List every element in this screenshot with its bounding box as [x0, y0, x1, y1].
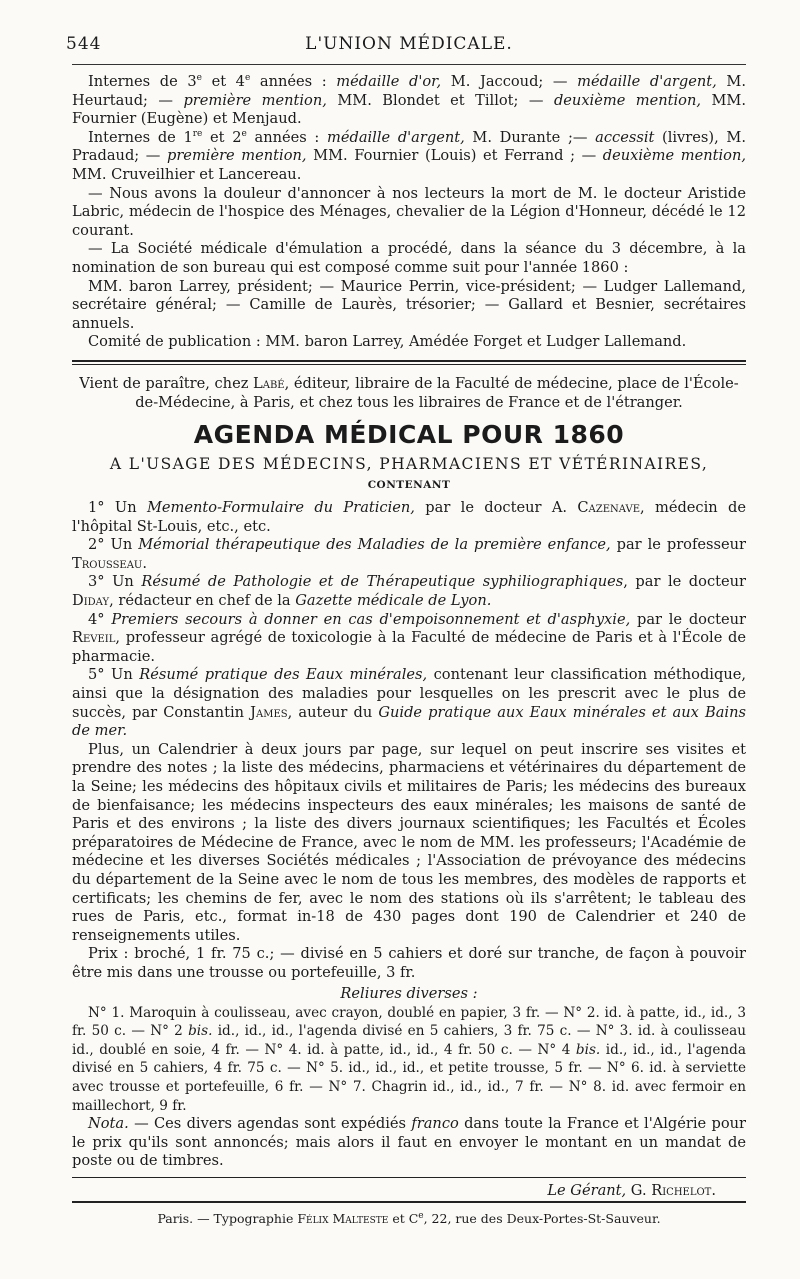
advert-intro: Vient de paraître, chez Labé, éditeur, libraire de la Faculté de médecine, place de l'École-de-Médecine, à Paris, et chez tous les libraires de France et de l'étranger.: [79, 374, 739, 411]
advert-section: [72, 375, 746, 1171]
news-paragraph-comite: Comité de publication : MM. baron Larrey, Amédée Forget et Ludger Lallemand.: [88, 333, 687, 351]
advert-item-4: 4° Premiers secours à donner en cas d'empoisonnement et d'asphyxie, par le docteur Reveil, professeur agrégé de toxicologie à la Faculté de médecine de Paris et à l'École de pharmacie.: [72, 610, 746, 665]
news-paragraph-obituary: — Nous avons la douleur d'annoncer à nos lecteurs la mort de M. le docteur Aristide Labric, médecin de l'hospice des Ménages, chevalier de la Légion d'Honneur, décédé le 12 courant.: [72, 184, 746, 239]
news-paragraph-bureau: MM. baron Larrey, président; — Maurice Perrin, vice-président; — Ludger Lallemand, secrétaire général; — Camille de Laurès, trésorier; — Gallard et Besnier, secrétaires annuels.: [72, 277, 746, 332]
advert-item-1: 1° Un Memento-Formulaire du Praticien, par le docteur A. Cazenave, médecin de l'hôpital St-Louis, etc., etc.: [72, 499, 746, 535]
reliures-list: N° 1. Maroquin à coulisseau, avec crayon, doublé en papier, 3 fr. — N° 2. id. à patte, id., id., 3 fr. 50 c. — N° 2 bis. id., id., id., l'agenda divisé en 5 cahiers, 3 fr. 75 c. — N° 3. id. à coulisseau id., doublé en soie, 4 fr. — N° 4. id. à patte, id., id., 4 fr. 50 c. — N° 4 bis. id., id., id., l'agenda divisé en 5 cahiers, 4 fr. 75 c. — N° 5. id., id., id., et petite trousse, 5 fr. — N° 6. id. à serviette avec trousse et portefeuille, 6 fr. — N° 7. Chagrin id., id., id., 7 fr. — N° 8. id. avec fermoir en maillechort, 9 fr.: [72, 1004, 746, 1114]
running-head: [66, 30, 746, 60]
advert-item-5: 5° Un Résumé pratique des Eaux minérales, contenant leur classification méthodique, ainsi que la désignation des maladies pour lesquelles on les prescrit avec le plus de succès, par Constantin James, auteur du Guide pratique aux Eaux minérales et aux Bains de mer.: [72, 666, 746, 740]
section-divider: [72, 360, 746, 365]
news-paragraph-internes-1-2: Internes de 1re et 2e années : médaille d'argent, M. Durante ;— accessit (livres), M. Pradaud; — première mention, MM. Fournier (Louis) et Ferrand ; — deuxième mention, MM. Cruveilhier et Lancereau.: [72, 128, 746, 183]
footer-rule: [72, 1177, 746, 1178]
header-rule: [72, 64, 746, 65]
gerant-signature: Le Gérant, G. Richelot.: [547, 1181, 716, 1199]
advert-item-3: 3° Un Résumé de Pathologie et de Thérapeutique syphiliographiques, par le docteur Diday, rédacteur en chef de la Gazette médicale de Lyon.: [72, 573, 746, 610]
reliures-heading: Reliures diverses :: [340, 984, 478, 1002]
printer-imprint: Paris. — Typographie Félix Malteste et Ce, 22, rue des Deux-Portes-St-Sauveur.: [157, 1210, 661, 1226]
advert-contents-paragraph: Plus, un Calendrier à deux jours par page, sur lequel on peut inscrire ses visites et prendre des notes ; la liste des médecins, pharmaciens et vétérinaires du département de la Seine; les médecins des hôpitaux civils et militaires de Paris; les médecins des bureaux de bienfaisance; les médecins inspecteurs des eaux minérales; les maisons de santé de Paris et des environs ; la liste des divers journaux scientifiques; les Facultés et Écoles préparatoires de Médecine de France, avec le nom de MM. les professeurs; l'Académie de médecine et les diverses Sociétés médicales ; l'Association de prévoyance des médecins du département de la Seine avec le nom de tous les membres, des modèles de rapports et certificats; les chemins de fer, avec le nom des stations où ils s'arrêtent; le tableau des rues de Paris, etc., format in-18 de 430 pages dont 190 de Calendrier et 240 de renseignements utiles.: [72, 740, 746, 944]
imprint-rule: [72, 1201, 746, 1203]
advert-item-2: 2° Un Mémorial thérapeutique des Maladies de la première enfance, par le professeur Trousseau.: [72, 536, 746, 572]
news-paragraph-internes-3-4: Internes de 3e et 4e années : médaille d'or, M. Jaccoud; — médaille d'argent, M. Heurtaud; — première mention, MM. Blondet et Tillot; — deuxième mention, MM. Fournier (Eugène) et Menjaud.: [72, 73, 746, 128]
advert-price: Prix : broché, 1 fr. 75 c.; — divisé en 5 cahiers et doré sur tranche, de façon à pouvoir être mis dans une trousse ou portefeuille, 3 fr.: [72, 945, 746, 981]
page-number: 544: [66, 34, 102, 54]
advert-subtitle: A L'USAGE DES MÉDECINS, PHARMACIENS ET VÉTÉRINAIRES,: [109, 455, 709, 474]
advert-contenant: CONTENANT: [367, 479, 451, 492]
advert-nota: Nota. — Ces divers agendas sont expédiés franco dans toute la France et l'Algérie pour le prix qu'ils sont annoncés; mais alors il faut en envoyer le montant en un mandat de poste ou de timbres.: [72, 1115, 746, 1170]
news-section: [72, 73, 746, 352]
news-paragraph-societe: — La Société médicale d'émulation a procédé, dans la séance du 3 décembre, à la nomination de son bureau qui est composé comme suit pour l'année 1860 :: [72, 240, 746, 276]
journal-title: L'UNION MÉDICALE.: [305, 34, 513, 54]
advert-title: AGENDA MÉDICAL POUR 1860: [193, 420, 625, 450]
